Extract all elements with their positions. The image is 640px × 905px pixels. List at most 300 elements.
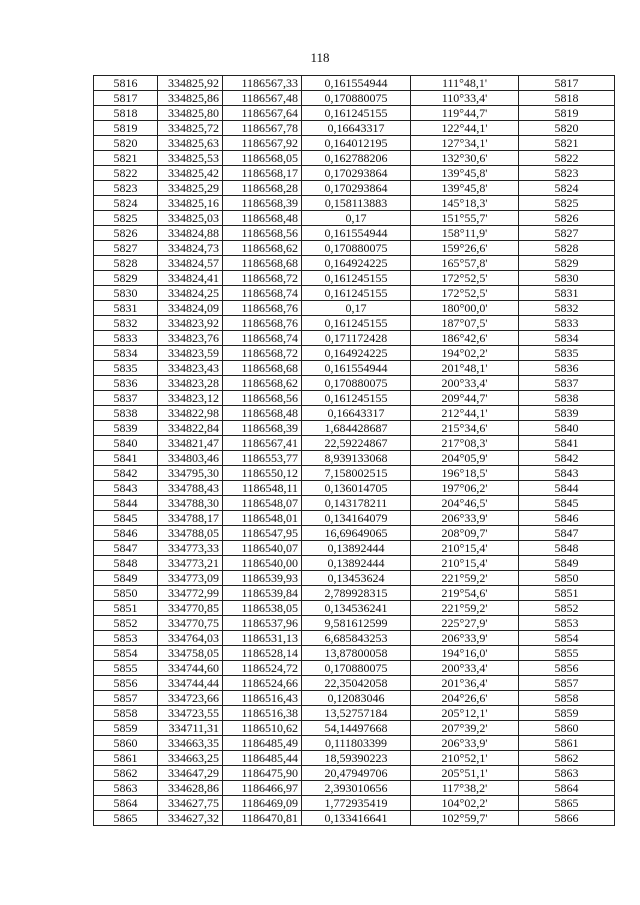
direction-angle-cell: 221°59,2' xyxy=(411,601,519,616)
distance-cell: 13,52757184 xyxy=(302,706,411,721)
table-row xyxy=(94,646,615,661)
distance-cell: 0,170880075 xyxy=(302,661,411,676)
direction-angle-cell: 194°02,2' xyxy=(411,346,519,361)
next-point-cell: 5854 xyxy=(519,631,615,646)
direction-angle-cell: 210°52,1' xyxy=(411,751,519,766)
distance-cell: 0,136014705 xyxy=(302,481,411,496)
table-row xyxy=(94,691,615,706)
point-number-cell: 5856 xyxy=(94,676,158,691)
table-row xyxy=(94,346,615,361)
x-coordinate-cell: 334825,80 xyxy=(158,106,223,121)
direction-angle-cell: 209°44,7' xyxy=(411,391,519,406)
y-coordinate-cell: 1186568,68 xyxy=(223,361,302,376)
next-point-cell: 5855 xyxy=(519,646,615,661)
x-coordinate-cell: 334823,92 xyxy=(158,316,223,331)
point-number-cell: 5842 xyxy=(94,466,158,481)
distance-cell: 0,170293864 xyxy=(302,166,411,181)
direction-angle-cell: 205°12,1' xyxy=(411,706,519,721)
distance-cell: 0,161245155 xyxy=(302,106,411,121)
distance-cell: 2,393010656 xyxy=(302,781,411,796)
direction-angle-cell: 206°33,9' xyxy=(411,736,519,751)
x-coordinate-cell: 334647,29 xyxy=(158,766,223,781)
y-coordinate-cell: 1186485,49 xyxy=(223,736,302,751)
y-coordinate-cell: 1186568,28 xyxy=(223,181,302,196)
distance-cell: 54,14497668 xyxy=(302,721,411,736)
table-row xyxy=(94,586,615,601)
distance-cell: 6,685843253 xyxy=(302,631,411,646)
point-number-cell: 5850 xyxy=(94,586,158,601)
x-coordinate-cell: 334770,75 xyxy=(158,616,223,631)
next-point-cell: 5847 xyxy=(519,526,615,541)
point-number-cell: 5861 xyxy=(94,751,158,766)
direction-angle-cell: 172°52,5' xyxy=(411,271,519,286)
point-number-cell: 5859 xyxy=(94,721,158,736)
direction-angle-cell: 206°33,9' xyxy=(411,631,519,646)
y-coordinate-cell: 1186568,39 xyxy=(223,421,302,436)
next-point-cell: 5822 xyxy=(519,151,615,166)
table-row xyxy=(94,631,615,646)
point-number-cell: 5860 xyxy=(94,736,158,751)
next-point-cell: 5817 xyxy=(519,76,615,91)
next-point-cell: 5825 xyxy=(519,196,615,211)
y-coordinate-cell: 1186524,66 xyxy=(223,676,302,691)
direction-angle-cell: 210°15,4' xyxy=(411,556,519,571)
x-coordinate-cell: 334823,12 xyxy=(158,391,223,406)
table-row xyxy=(94,466,615,481)
table-row xyxy=(94,436,615,451)
table-row xyxy=(94,196,615,211)
y-coordinate-cell: 1186568,76 xyxy=(223,301,302,316)
next-point-cell: 5838 xyxy=(519,391,615,406)
x-coordinate-cell: 334744,44 xyxy=(158,676,223,691)
point-number-cell: 5829 xyxy=(94,271,158,286)
point-number-cell: 5847 xyxy=(94,541,158,556)
table-body xyxy=(94,76,615,826)
table-row xyxy=(94,271,615,286)
y-coordinate-cell: 1186510,62 xyxy=(223,721,302,736)
x-coordinate-cell: 334825,92 xyxy=(158,76,223,91)
direction-angle-cell: 139°45,8' xyxy=(411,181,519,196)
point-number-cell: 5830 xyxy=(94,286,158,301)
x-coordinate-cell: 334822,84 xyxy=(158,421,223,436)
point-number-cell: 5816 xyxy=(94,76,158,91)
point-number-cell: 5837 xyxy=(94,391,158,406)
distance-cell: 0,143178211 xyxy=(302,496,411,511)
y-coordinate-cell: 1186568,56 xyxy=(223,226,302,241)
table-row xyxy=(94,76,615,91)
y-coordinate-cell: 1186524,72 xyxy=(223,661,302,676)
distance-cell: 20,47949706 xyxy=(302,766,411,781)
table-row xyxy=(94,421,615,436)
table-row xyxy=(94,151,615,166)
point-number-cell: 5822 xyxy=(94,166,158,181)
direction-angle-cell: 139°45,8' xyxy=(411,166,519,181)
distance-cell: 0,161554944 xyxy=(302,226,411,241)
y-coordinate-cell: 1186469,09 xyxy=(223,796,302,811)
distance-cell: 13,87800058 xyxy=(302,646,411,661)
distance-cell: 0,161554944 xyxy=(302,361,411,376)
direction-angle-cell: 200°33,4' xyxy=(411,376,519,391)
direction-angle-cell: 217°08,3' xyxy=(411,436,519,451)
next-point-cell: 5857 xyxy=(519,676,615,691)
y-coordinate-cell: 1186567,41 xyxy=(223,436,302,451)
table-row xyxy=(94,166,615,181)
direction-angle-cell: 187°07,5' xyxy=(411,316,519,331)
direction-angle-cell: 151°55,7' xyxy=(411,211,519,226)
next-point-cell: 5846 xyxy=(519,511,615,526)
table-row xyxy=(94,376,615,391)
table-row xyxy=(94,736,615,751)
y-coordinate-cell: 1186568,56 xyxy=(223,391,302,406)
distance-cell: 0,164012195 xyxy=(302,136,411,151)
table-row xyxy=(94,766,615,781)
next-point-cell: 5858 xyxy=(519,691,615,706)
y-coordinate-cell: 1186537,96 xyxy=(223,616,302,631)
point-number-cell: 5851 xyxy=(94,601,158,616)
next-point-cell: 5818 xyxy=(519,91,615,106)
y-coordinate-cell: 1186568,62 xyxy=(223,241,302,256)
distance-cell: 0,133416641 xyxy=(302,811,411,826)
x-coordinate-cell: 334627,75 xyxy=(158,796,223,811)
direction-angle-cell: 219°54,6' xyxy=(411,586,519,601)
table-row xyxy=(94,256,615,271)
next-point-cell: 5819 xyxy=(519,106,615,121)
table-row xyxy=(94,181,615,196)
x-coordinate-cell: 334822,98 xyxy=(158,406,223,421)
x-coordinate-cell: 334825,42 xyxy=(158,166,223,181)
next-point-cell: 5827 xyxy=(519,226,615,241)
y-coordinate-cell: 1186568,48 xyxy=(223,406,302,421)
point-number-cell: 5849 xyxy=(94,571,158,586)
table-row xyxy=(94,721,615,736)
next-point-cell: 5845 xyxy=(519,496,615,511)
table-row xyxy=(94,571,615,586)
y-coordinate-cell: 1186470,81 xyxy=(223,811,302,826)
next-point-cell: 5836 xyxy=(519,361,615,376)
distance-cell: 0,13892444 xyxy=(302,556,411,571)
table-row xyxy=(94,556,615,571)
y-coordinate-cell: 1186548,11 xyxy=(223,481,302,496)
table-row xyxy=(94,601,615,616)
x-coordinate-cell: 334824,41 xyxy=(158,271,223,286)
table-row xyxy=(94,121,615,136)
distance-cell: 0,158113883 xyxy=(302,196,411,211)
table-row xyxy=(94,106,615,121)
distance-cell: 0,170293864 xyxy=(302,181,411,196)
distance-cell: 0,161245155 xyxy=(302,286,411,301)
point-number-cell: 5844 xyxy=(94,496,158,511)
direction-angle-cell: 122°44,1' xyxy=(411,121,519,136)
point-number-cell: 5845 xyxy=(94,511,158,526)
distance-cell: 0,161245155 xyxy=(302,316,411,331)
distance-cell: 9,581612599 xyxy=(302,616,411,631)
x-coordinate-cell: 334825,86 xyxy=(158,91,223,106)
direction-angle-cell: 102°59,7' xyxy=(411,811,519,826)
table-row xyxy=(94,331,615,346)
point-number-cell: 5823 xyxy=(94,181,158,196)
distance-cell: 0,16643317 xyxy=(302,121,411,136)
y-coordinate-cell: 1186568,74 xyxy=(223,331,302,346)
y-coordinate-cell: 1186568,76 xyxy=(223,316,302,331)
point-number-cell: 5840 xyxy=(94,436,158,451)
direction-angle-cell: 145°18,3' xyxy=(411,196,519,211)
direction-angle-cell: 221°59,2' xyxy=(411,571,519,586)
x-coordinate-cell: 334824,57 xyxy=(158,256,223,271)
direction-angle-cell: 204°05,9' xyxy=(411,451,519,466)
y-coordinate-cell: 1186568,72 xyxy=(223,346,302,361)
table-row xyxy=(94,91,615,106)
table-row xyxy=(94,211,615,226)
distance-cell: 0,161245155 xyxy=(302,271,411,286)
distance-cell: 0,164924225 xyxy=(302,346,411,361)
y-coordinate-cell: 1186475,90 xyxy=(223,766,302,781)
point-number-cell: 5836 xyxy=(94,376,158,391)
x-coordinate-cell: 334770,85 xyxy=(158,601,223,616)
distance-cell: 0,16643317 xyxy=(302,406,411,421)
table-row xyxy=(94,661,615,676)
next-point-cell: 5826 xyxy=(519,211,615,226)
direction-angle-cell: 201°36,4' xyxy=(411,676,519,691)
next-point-cell: 5863 xyxy=(519,766,615,781)
table-row xyxy=(94,706,615,721)
y-coordinate-cell: 1186567,48 xyxy=(223,91,302,106)
point-number-cell: 5862 xyxy=(94,766,158,781)
next-point-cell: 5853 xyxy=(519,616,615,631)
next-point-cell: 5832 xyxy=(519,301,615,316)
y-coordinate-cell: 1186568,62 xyxy=(223,376,302,391)
x-coordinate-cell: 334788,05 xyxy=(158,526,223,541)
y-coordinate-cell: 1186568,74 xyxy=(223,286,302,301)
x-coordinate-cell: 334788,43 xyxy=(158,481,223,496)
y-coordinate-cell: 1186567,92 xyxy=(223,136,302,151)
table-row xyxy=(94,796,615,811)
point-number-cell: 5843 xyxy=(94,481,158,496)
direction-angle-cell: 207°39,2' xyxy=(411,721,519,736)
direction-angle-cell: 158°11,9' xyxy=(411,226,519,241)
y-coordinate-cell: 1186538,05 xyxy=(223,601,302,616)
y-coordinate-cell: 1186516,38 xyxy=(223,706,302,721)
y-coordinate-cell: 1186568,39 xyxy=(223,196,302,211)
x-coordinate-cell: 334821,47 xyxy=(158,436,223,451)
next-point-cell: 5860 xyxy=(519,721,615,736)
point-number-cell: 5839 xyxy=(94,421,158,436)
y-coordinate-cell: 1186568,72 xyxy=(223,271,302,286)
table-row xyxy=(94,226,615,241)
point-number-cell: 5848 xyxy=(94,556,158,571)
y-coordinate-cell: 1186531,13 xyxy=(223,631,302,646)
table-row xyxy=(94,781,615,796)
point-number-cell: 5865 xyxy=(94,811,158,826)
direction-angle-cell: 194°16,0' xyxy=(411,646,519,661)
direction-angle-cell: 197°06,2' xyxy=(411,481,519,496)
next-point-cell: 5834 xyxy=(519,331,615,346)
distance-cell: 0,13892444 xyxy=(302,541,411,556)
distance-cell: 7,158002515 xyxy=(302,466,411,481)
point-number-cell: 5858 xyxy=(94,706,158,721)
next-point-cell: 5824 xyxy=(519,181,615,196)
x-coordinate-cell: 334744,60 xyxy=(158,661,223,676)
point-number-cell: 5832 xyxy=(94,316,158,331)
y-coordinate-cell: 1186568,17 xyxy=(223,166,302,181)
next-point-cell: 5849 xyxy=(519,556,615,571)
distance-cell: 1,684428687 xyxy=(302,421,411,436)
table-row xyxy=(94,316,615,331)
y-coordinate-cell: 1186485,44 xyxy=(223,751,302,766)
next-point-cell: 5829 xyxy=(519,256,615,271)
x-coordinate-cell: 334663,35 xyxy=(158,736,223,751)
distance-cell: 0,12083046 xyxy=(302,691,411,706)
distance-cell: 22,35042058 xyxy=(302,676,411,691)
x-coordinate-cell: 334823,28 xyxy=(158,376,223,391)
next-point-cell: 5821 xyxy=(519,136,615,151)
direction-angle-cell: 117°38,2' xyxy=(411,781,519,796)
next-point-cell: 5820 xyxy=(519,121,615,136)
point-number-cell: 5864 xyxy=(94,796,158,811)
direction-angle-cell: 204°26,6' xyxy=(411,691,519,706)
x-coordinate-cell: 334663,25 xyxy=(158,751,223,766)
point-number-cell: 5826 xyxy=(94,226,158,241)
y-coordinate-cell: 1186568,05 xyxy=(223,151,302,166)
distance-cell: 0,134536241 xyxy=(302,601,411,616)
distance-cell: 22,59224867 xyxy=(302,436,411,451)
y-coordinate-cell: 1186539,84 xyxy=(223,586,302,601)
direction-angle-cell: 215°34,6' xyxy=(411,421,519,436)
y-coordinate-cell: 1186553,77 xyxy=(223,451,302,466)
direction-angle-cell: 200°33,4' xyxy=(411,661,519,676)
next-point-cell: 5842 xyxy=(519,451,615,466)
distance-cell: 0,161245155 xyxy=(302,391,411,406)
y-coordinate-cell: 1186548,07 xyxy=(223,496,302,511)
direction-angle-cell: 206°33,9' xyxy=(411,511,519,526)
y-coordinate-cell: 1186567,78 xyxy=(223,121,302,136)
distance-cell: 0,170880075 xyxy=(302,241,411,256)
x-coordinate-cell: 334825,03 xyxy=(158,211,223,226)
direction-angle-cell: 172°52,5' xyxy=(411,286,519,301)
x-coordinate-cell: 334773,21 xyxy=(158,556,223,571)
distance-cell: 0,164924225 xyxy=(302,256,411,271)
point-number-cell: 5857 xyxy=(94,691,158,706)
table-row xyxy=(94,301,615,316)
x-coordinate-cell: 334823,43 xyxy=(158,361,223,376)
point-number-cell: 5819 xyxy=(94,121,158,136)
table-row xyxy=(94,286,615,301)
table-row xyxy=(94,136,615,151)
next-point-cell: 5851 xyxy=(519,586,615,601)
point-number-cell: 5841 xyxy=(94,451,158,466)
x-coordinate-cell: 334824,25 xyxy=(158,286,223,301)
x-coordinate-cell: 334723,55 xyxy=(158,706,223,721)
point-number-cell: 5828 xyxy=(94,256,158,271)
point-number-cell: 5838 xyxy=(94,406,158,421)
table-row xyxy=(94,496,615,511)
distance-cell: 16,69649065 xyxy=(302,526,411,541)
point-number-cell: 5833 xyxy=(94,331,158,346)
y-coordinate-cell: 1186550,12 xyxy=(223,466,302,481)
distance-cell: 1,772935419 xyxy=(302,796,411,811)
direction-angle-cell: 132°30,6' xyxy=(411,151,519,166)
next-point-cell: 5843 xyxy=(519,466,615,481)
distance-cell: 0,17 xyxy=(302,301,411,316)
direction-angle-cell: 127°34,1' xyxy=(411,136,519,151)
next-point-cell: 5844 xyxy=(519,481,615,496)
y-coordinate-cell: 1186528,14 xyxy=(223,646,302,661)
x-coordinate-cell: 334824,09 xyxy=(158,301,223,316)
direction-angle-cell: 196°18,5' xyxy=(411,466,519,481)
distance-cell: 0,170880075 xyxy=(302,91,411,106)
direction-angle-cell: 208°09,7' xyxy=(411,526,519,541)
table-row xyxy=(94,391,615,406)
table-row xyxy=(94,451,615,466)
direction-angle-cell: 104°02,2' xyxy=(411,796,519,811)
x-coordinate-cell: 334772,99 xyxy=(158,586,223,601)
x-coordinate-cell: 334825,53 xyxy=(158,151,223,166)
y-coordinate-cell: 1186568,48 xyxy=(223,211,302,226)
point-number-cell: 5853 xyxy=(94,631,158,646)
point-number-cell: 5863 xyxy=(94,781,158,796)
x-coordinate-cell: 334825,63 xyxy=(158,136,223,151)
next-point-cell: 5833 xyxy=(519,316,615,331)
y-coordinate-cell: 1186567,64 xyxy=(223,106,302,121)
point-number-cell: 5817 xyxy=(94,91,158,106)
point-number-cell: 5820 xyxy=(94,136,158,151)
x-coordinate-cell: 334825,16 xyxy=(158,196,223,211)
point-number-cell: 5855 xyxy=(94,661,158,676)
page-number: 118 xyxy=(310,50,330,65)
distance-cell: 2,789928315 xyxy=(302,586,411,601)
point-number-cell: 5835 xyxy=(94,361,158,376)
point-number-cell: 5825 xyxy=(94,211,158,226)
x-coordinate-cell: 334795,30 xyxy=(158,466,223,481)
point-number-cell: 5831 xyxy=(94,301,158,316)
x-coordinate-cell: 334824,73 xyxy=(158,241,223,256)
x-coordinate-cell: 334788,30 xyxy=(158,496,223,511)
x-coordinate-cell: 334764,03 xyxy=(158,631,223,646)
point-number-cell: 5818 xyxy=(94,106,158,121)
x-coordinate-cell: 334824,88 xyxy=(158,226,223,241)
direction-angle-cell: 204°46,5' xyxy=(411,496,519,511)
y-coordinate-cell: 1186539,93 xyxy=(223,571,302,586)
next-point-cell: 5865 xyxy=(519,796,615,811)
table-row xyxy=(94,526,615,541)
next-point-cell: 5862 xyxy=(519,751,615,766)
distance-cell: 0,161554944 xyxy=(302,76,411,91)
table-row xyxy=(94,616,615,631)
point-number-cell: 5846 xyxy=(94,526,158,541)
direction-angle-cell: 111°48,1' xyxy=(411,76,519,91)
distance-cell: 18,59390223 xyxy=(302,751,411,766)
next-point-cell: 5839 xyxy=(519,406,615,421)
direction-angle-cell: 205°51,1' xyxy=(411,766,519,781)
table-row xyxy=(94,406,615,421)
x-coordinate-cell: 334823,59 xyxy=(158,346,223,361)
next-point-cell: 5866 xyxy=(519,811,615,826)
point-number-cell: 5852 xyxy=(94,616,158,631)
x-coordinate-cell: 334758,05 xyxy=(158,646,223,661)
next-point-cell: 5850 xyxy=(519,571,615,586)
y-coordinate-cell: 1186568,68 xyxy=(223,256,302,271)
y-coordinate-cell: 1186466,97 xyxy=(223,781,302,796)
y-coordinate-cell: 1186548,01 xyxy=(223,511,302,526)
x-coordinate-cell: 334628,86 xyxy=(158,781,223,796)
x-coordinate-cell: 334711,31 xyxy=(158,721,223,736)
next-point-cell: 5852 xyxy=(519,601,615,616)
direction-angle-cell: 225°27,9' xyxy=(411,616,519,631)
table-row xyxy=(94,361,615,376)
next-point-cell: 5841 xyxy=(519,436,615,451)
direction-angle-cell: 186°42,6' xyxy=(411,331,519,346)
direction-angle-cell: 119°44,7' xyxy=(411,106,519,121)
next-point-cell: 5831 xyxy=(519,286,615,301)
